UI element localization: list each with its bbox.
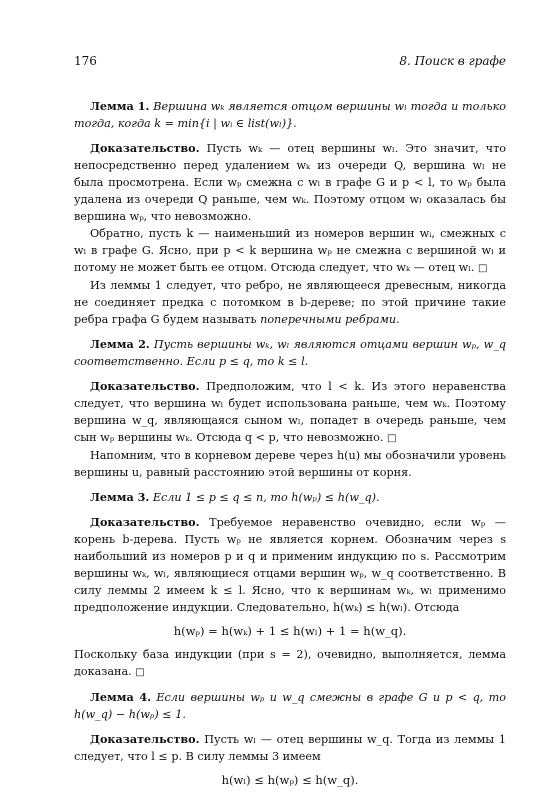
remark-end: . [396, 313, 400, 326]
proof-3-conclusion [74, 646, 506, 681]
formula-levels: h(wₗ) ≤ h(wₚ) ≤ h(w_q). [221, 773, 359, 787]
lemma-1 [74, 98, 506, 132]
proof-1-title: Доказательство. [90, 141, 200, 155]
lemma-2-statement: Пусть вершины wₖ, wₗ являются отцами вершин wₚ, w_q соответственно. Если p ≤ q, то k ≤ l. [74, 338, 507, 368]
proof-4-title: Доказательство. [90, 732, 200, 746]
qed-mark: □ [386, 433, 397, 444]
qed-mark: □ [478, 263, 488, 274]
lemma-3-statement: Если 1 ≤ p ≤ q ≤ n, то h(wₚ) ≤ h(w_q). [152, 491, 380, 504]
qed-mark: □ [135, 667, 145, 678]
proof-3-text: Требуемое неравенство очевидно, если wₚ — корень b-дерева. Пусть wₚ не является корнем. Обозначим через s наибольший из номеров p и q и применим индукцию по s. Рассмотрим вершины wₖ, wₗ, являющиеся отцами вершин wₚ, w_q соответственно. В силу леммы 2 имеем k ≤ l. Ясно, что к вершинам wₖ, wₗ применимо предположение индукции. Следовательно, h(wₖ) ≤ h(wₗ). Отсюда [74, 516, 506, 614]
level-definition-text: Напомним, что в корневом дереве через h(u) мы обозначили уровень вершины u, равный расстоянию этой вершины от корня. [74, 449, 506, 479]
proof-3 [74, 514, 506, 616]
level-definition [74, 447, 506, 481]
lemma-3 [74, 489, 506, 506]
running-header [74, 54, 506, 70]
lemma-2 [74, 336, 506, 370]
lemma-4-statement: Если вершины wₚ и w_q смежны в графе G и p < q, то h(w_q) − h(wₚ) ≤ 1. [74, 691, 506, 721]
remark-term: поперечными ребрами [260, 313, 397, 326]
proof-2-title: Доказательство. [90, 379, 200, 393]
proof-3-title: Доказательство. [90, 515, 200, 529]
proof-1-converse [74, 225, 506, 277]
remark-text: Из леммы 1 следует, что ребро, не являющееся древесным, никогда не соединяет предка с потомком в b-дереве; по этой причине такие ребра графа G будем называть [74, 279, 506, 326]
lemma-1-statement: Вершина wₖ является отцом вершины wₗ тогда и только тогда, когда k = min{i | wᵢ ∈ list(wₗ)}. [74, 100, 506, 130]
proof-4 [74, 731, 506, 765]
lemma-2-title: Лемма 2. [90, 337, 150, 351]
proof-1-text-2: Обратно, пусть k — наименьший из номеров вершин wᵢ, смежных с wₗ в графе G. Ясно, при p < k вершина wₚ не смежна с вершиной wₗ и потому не может быть ее отцом. Отсюда следует, что wₖ — отец wₗ. [74, 227, 506, 274]
lemma-4 [74, 689, 506, 723]
proof-1 [74, 140, 506, 225]
proof-2-text: Предположим, что l < k. Из этого неравенства следует, что вершина wₗ будет использована раньше, чем wₖ. Поэтому вершина w_q, являющаяся сыном wₗ, попадет в очередь раньше, чем сын wₚ вершины wₖ. Отсюда q < p, что невозможно. [74, 380, 507, 444]
proof-2 [74, 378, 506, 447]
remark-paragraph [74, 277, 506, 328]
proof-4-text: Пусть wₗ — отец вершины w_q. Тогда из леммы 1 следует, что l ≤ p. В силу леммы 3 имеем [74, 733, 506, 763]
proof-3-text-2: Поскольку база индукции (при s = 2), очевидно, выполняется, лемма доказана. [74, 648, 506, 678]
lemma-4-title: Лемма 4. [90, 690, 152, 704]
formula-induction: h(wₚ) = h(wₖ) + 1 ≤ h(wₗ) + 1 = h(w_q). [173, 624, 407, 638]
lemma-3-title: Лемма 3. [90, 490, 150, 504]
page-number: 176 [74, 54, 97, 68]
chapter-title: 8. Поиск в графе [399, 54, 506, 68]
lemma-1-title: Лемма 1. [90, 99, 150, 113]
proof-1-text: Пусть wₖ — отец вершины wₗ. Это значит, что непосредственно перед удалением wₖ из очереди Q, вершина wₗ не была просмотрена. Если wₚ смежна с wₗ в графе G и p < l, то wₚ была удалена из очереди Q раньше, чем wₖ. Поэтому отцом wₗ оказалась бы вершина wₚ, что невозможно. [74, 142, 506, 223]
